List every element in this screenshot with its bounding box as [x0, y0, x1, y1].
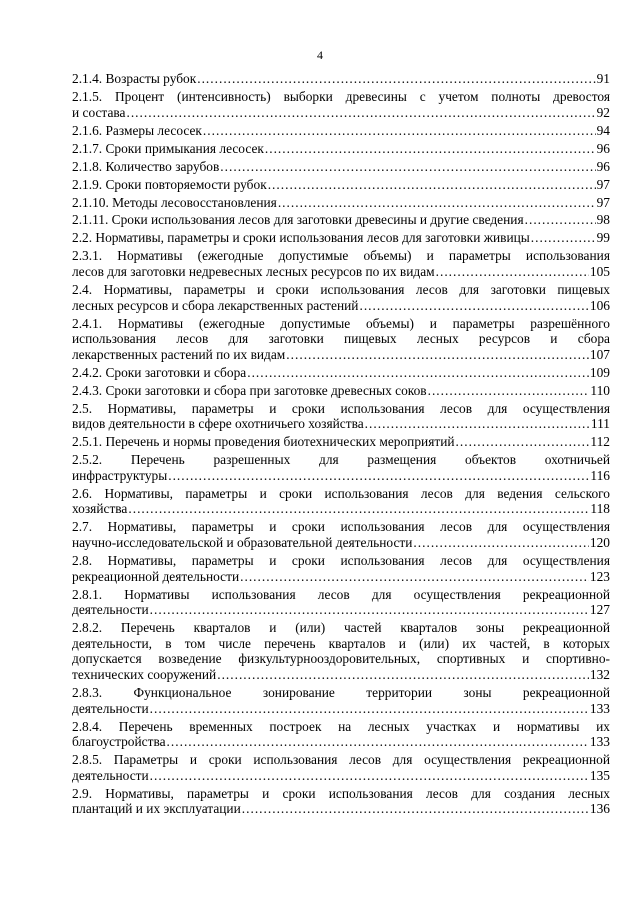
toc-entry[interactable] [72, 401, 610, 432]
toc-entry-page: 133 [589, 734, 610, 750]
toc-entry[interactable] [72, 786, 610, 817]
dot-leader [531, 230, 596, 246]
toc-entry[interactable] [72, 71, 610, 87]
toc-entry-title-line: 2.2. Нормативы, параметры и сроки использования лесов для заготовки живицы [72, 230, 530, 246]
toc-entry[interactable] [72, 685, 610, 716]
toc-entry-title-line: использования лесов для заготовки пищевых лесных ресурсов и сбора [72, 331, 610, 347]
toc-entry[interactable] [72, 719, 610, 750]
toc-entry-title-line: 2.7. Нормативы, параметры и сроки использования лесов для осуществления [72, 519, 610, 535]
toc-entry-title-line: и состава [72, 104, 126, 120]
dot-leader [150, 701, 589, 717]
toc-entry-page: 135 [589, 767, 610, 783]
toc-entry[interactable] [72, 365, 610, 381]
dot-leader [525, 212, 596, 228]
toc-entry-title-line: 2.1.5. Процент (интенсивность) выборки древесины с учетом полноты древостоя [72, 88, 610, 104]
toc-entry-title-line: 2.4. Нормативы, параметры и сроки использования лесов для заготовки пищевых [72, 282, 610, 298]
dot-leader [150, 602, 589, 618]
toc-entry-title-line: 2.4.2. Сроки заготовки и сбора [72, 364, 247, 380]
dot-leader [128, 501, 589, 517]
toc-entry-page: 98 [596, 212, 610, 228]
toc-entry[interactable] [72, 177, 610, 193]
dot-leader [150, 768, 589, 784]
toc-entry[interactable] [72, 159, 610, 175]
toc-entry-title-line: 2.1.6. Размеры лесосек [72, 122, 202, 138]
dot-leader [126, 105, 595, 121]
dot-leader [359, 298, 588, 314]
toc-entry-page: 91 [596, 71, 610, 86]
toc-entry-page: 97 [596, 176, 610, 192]
toc-entry-title-line: плантаций и их эксплуатации [72, 801, 241, 817]
toc-entry-page: 132 [589, 666, 610, 682]
toc-entry-page: 127 [589, 602, 610, 618]
toc-entry[interactable] [72, 89, 610, 120]
toc-entry-title-line: 2.3.1. Нормативы (ежегодные допустимые объемы) и параметры использования [72, 248, 610, 264]
toc-entry-title-line: технических сооружений [72, 666, 217, 682]
toc-entry-title-line: деятельности [72, 767, 149, 783]
toc-entry[interactable] [72, 452, 610, 483]
dot-leader [247, 365, 589, 381]
toc-entry-title-line: лесов для заготовки недревесных лесных ресурсов по их видам [72, 264, 435, 280]
dot-leader [456, 434, 590, 450]
dot-leader [278, 195, 596, 211]
dot-leader [217, 667, 589, 683]
toc-entry-title-line: хозяйства [72, 501, 128, 517]
toc-entry-page: 107 [589, 346, 610, 362]
dot-leader [265, 141, 596, 157]
toc-entry[interactable] [72, 587, 610, 618]
toc-entry-title-line: благоустройства [72, 734, 166, 750]
toc-entry-title-line: рекреационной деятельности [72, 568, 240, 584]
dot-leader [436, 264, 589, 280]
dot-leader [203, 123, 596, 139]
toc-entry-title-line: лекарственных растений по их видам [72, 346, 286, 362]
toc-entry[interactable] [72, 316, 610, 363]
toc-entry-page: 99 [596, 230, 610, 246]
toc-entry-page: 97 [596, 194, 610, 210]
toc-entry[interactable] [72, 248, 610, 279]
toc-entry-title-line: 2.8.4. Перечень временных построек на лесных участках и нормативы их [72, 718, 610, 734]
toc-entry-title-line: допускается возведение физкультурноoздоровительных, спортивных и спортивно- [72, 651, 610, 667]
toc-entry-page: 109 [589, 364, 610, 380]
toc-entry[interactable] [72, 553, 610, 584]
toc-entry-title-line: 2.5.2. Перечень разрешенных для размещения объектов охотничьей [72, 452, 610, 468]
dot-leader [413, 535, 588, 551]
dot-leader [365, 416, 590, 432]
toc-entry[interactable] [72, 230, 610, 246]
toc-entry-page: 111 [590, 416, 610, 432]
dot-leader [220, 159, 595, 175]
toc-entry-title-line: 2.8.1. Нормативы использования лесов для осуществления рекреационной [72, 586, 610, 602]
toc-entry-page: 106 [589, 297, 610, 313]
toc-entry-title-line: 2.1.7. Сроки примыкания лесосек [72, 140, 264, 156]
toc-entry[interactable] [72, 383, 610, 399]
page-number: 4 [317, 48, 323, 62]
toc-entry-title-line: 2.1.9. Сроки повторяемости рубок [72, 176, 267, 192]
dot-leader [167, 734, 589, 750]
toc-entry[interactable] [72, 123, 610, 139]
toc-entry-page: 112 [590, 434, 610, 450]
table-of-contents [72, 71, 610, 819]
toc-entry-page: 120 [589, 535, 610, 551]
dot-leader [286, 347, 589, 363]
toc-entry-title-line: лесных ресурсов и сбора лекарственных растений [72, 297, 359, 313]
toc-entry-page: 110 [590, 382, 610, 398]
toc-entry[interactable] [72, 519, 610, 550]
toc-entry-title-line: 2.5.1. Перечень и нормы проведения биотехнических мероприятий [72, 434, 455, 450]
toc-entry-title-line: 2.6. Нормативы, параметры и сроки использования лесов для ведения сельского [72, 485, 610, 501]
toc-entry-page: 133 [589, 700, 610, 716]
toc-entry-title-line: видов деятельности в сфере охотничьего хозяйства [72, 416, 364, 432]
toc-entry[interactable] [72, 434, 610, 450]
toc-entry-page: 118 [590, 501, 610, 517]
toc-entry-title-line: деятельности [72, 700, 149, 716]
toc-entry-page: 123 [589, 568, 610, 584]
toc-entry-page: 92 [596, 104, 610, 120]
toc-entry-page: 96 [596, 140, 610, 156]
toc-entry[interactable] [72, 212, 610, 228]
toc-entry-page: 116 [590, 467, 610, 483]
toc-entry-title-line: 2.8.3. Функциональное зонирование территории зоны рекреационной [72, 684, 610, 700]
toc-entry-page: 136 [589, 801, 610, 817]
toc-entry-title-line: 2.8.2. Перечень кварталов и (или) частей кварталов зоны рекреационной [72, 620, 610, 636]
toc-entry-page: 94 [596, 122, 610, 138]
toc-entry-title-line: 2.1.8. Количество зарубов [72, 158, 220, 174]
toc-entry-title-line: 2.8.5. Параметры и сроки использования лесов для осуществления рекреационной [72, 752, 610, 768]
toc-entry-title-line: инфраструктуры [72, 467, 168, 483]
toc-entry[interactable] [72, 752, 610, 783]
toc-entry-page: 96 [596, 158, 610, 174]
toc-entry-page: 105 [589, 264, 610, 280]
toc-entry[interactable] [72, 282, 610, 313]
dot-leader [268, 177, 596, 193]
dot-leader [168, 468, 589, 484]
toc-entry-title-line: 2.5. Нормативы, параметры и сроки использования лесов для осуществления [72, 400, 610, 416]
dot-leader [240, 569, 589, 585]
toc-entry-title-line: 2.4.1. Нормативы (ежегодные допустимые объемы) и параметры разрешённого [72, 315, 610, 331]
toc-entry[interactable] [72, 620, 610, 682]
toc-entry-title-line: 2.8. Нормативы, параметры и сроки использования лесов для осуществления [72, 553, 610, 569]
toc-entry-title-line: 2.4.3. Сроки заготовки и сбора при заготовке древесных соков [72, 382, 427, 398]
toc-entry[interactable] [72, 141, 610, 157]
toc-entry-title-line: научно-исследовательской и образовательной деятельности [72, 535, 413, 551]
toc-entry[interactable] [72, 195, 610, 211]
toc-entry-title-line: деятельности [72, 602, 149, 618]
toc-entry[interactable] [72, 486, 610, 517]
toc-entry-title-line: 2.1.4. Возрасты рубок [72, 71, 197, 86]
toc-entry-title-line: 2.9. Нормативы, параметры и сроки использования лесов для создания лесных [72, 785, 610, 801]
toc-entry-title-line: деятельности, в том числе перечень кварталов и (или) их частей, в которых [72, 635, 610, 651]
toc-entry-title-line: 2.1.11. Сроки использования лесов для заготовки древесины и другие сведения [72, 212, 524, 228]
dot-leader [242, 801, 589, 817]
dot-leader [428, 383, 590, 399]
dot-leader [197, 71, 595, 87]
toc-entry-title-line: 2.1.10. Методы лесовосстановления [72, 194, 277, 210]
